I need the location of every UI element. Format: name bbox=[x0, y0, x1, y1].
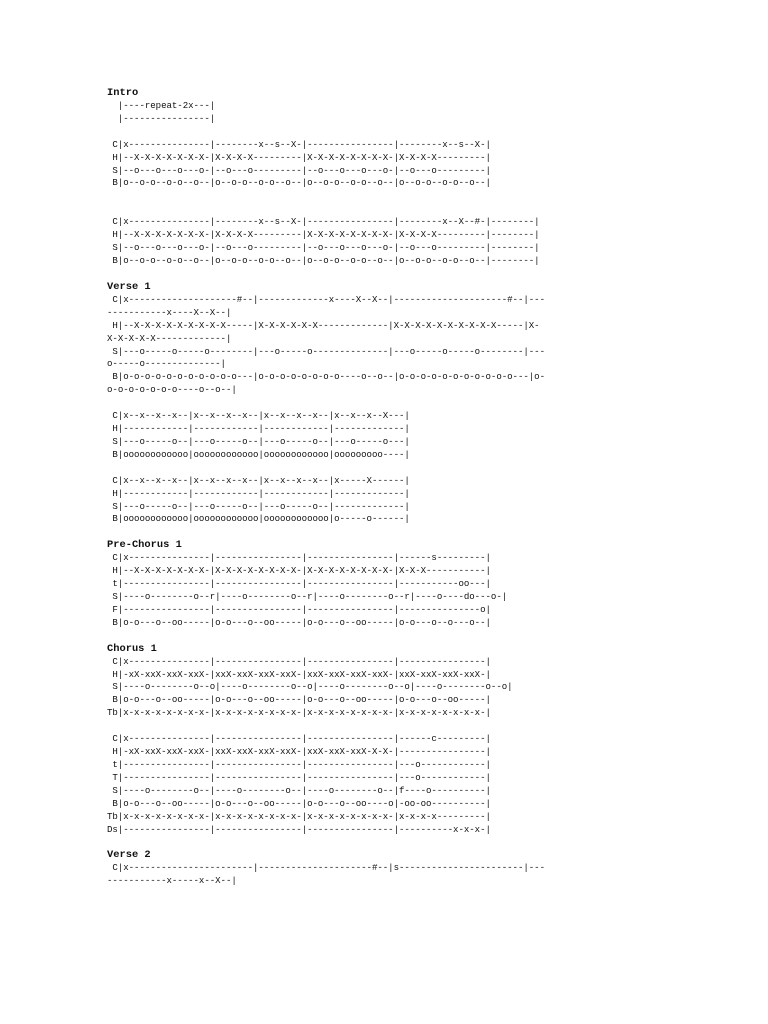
tab-line: C|x---------------|--------x--s--X-|----------------|--------x--X--#-|--------| bbox=[107, 216, 540, 228]
section-title: Verse 1 bbox=[107, 280, 151, 293]
tab-line: X-X-X-X-X-------------| bbox=[107, 332, 232, 344]
tab-line: H|--X-X-X-X-X-X-X-|X-X-X-X---------|X-X-X-X-X-X-X-X-|X-X-X-X---------|--------| bbox=[107, 229, 540, 241]
tab-line: H|-xX-xxX-xxX-xxX-|xxX-xxX-xxX-xxX-|xxX-xxX-xxX-xxX-|xxX-xxX-xxX-xxX-| bbox=[107, 668, 491, 680]
tab-block bbox=[107, 139, 707, 191]
section-verse-2 bbox=[107, 849, 707, 888]
tab-block bbox=[107, 656, 707, 721]
tab-document bbox=[107, 87, 707, 888]
tab-line: S|--o---o---o---o-|--o---o---------|--o---o---o---o-|--o---o---------|--------| bbox=[107, 242, 540, 254]
tab-block bbox=[107, 733, 707, 836]
section-chorus-1 bbox=[107, 643, 707, 837]
section-verse-1 bbox=[107, 281, 707, 526]
section-title: Intro bbox=[107, 87, 139, 99]
tab-block bbox=[107, 552, 707, 629]
tab-line: B|o-o---o--oo-----|o-o---o--oo-----|o-o---o--oo-----|o-o---o--o---o--| bbox=[107, 616, 491, 628]
section-intro bbox=[107, 87, 707, 268]
tab-line: B|o-o-o-o-o-o-o-o-o-o-o---|o-o-o-o-o-o-o-o----o--o--|o-o-o-o-o-o-o-o-o-o-o---|o- bbox=[107, 371, 545, 383]
tab-line: |----repeat-2x---| bbox=[107, 99, 216, 111]
tab-line: B|oooooooooooo|oooooooooooo|oooooooooooo|o-----o------| bbox=[107, 513, 410, 525]
tab-line: Ds|----------------|----------------|----------------|----------x-x-x-| bbox=[107, 823, 491, 835]
tab-line: C|x--x--x--x--|x--x--x--x--|x--x--x--x--|x--x--x--X---| bbox=[107, 410, 410, 422]
tab-line: o-----o--------------| bbox=[107, 358, 226, 370]
tab-line: S|---o-----o-----o--------|---o-----o--------------|---o-----o-----o--------|--- bbox=[107, 345, 545, 357]
tab-line: S|---o-----o--|---o-----o--|---o-----o--|---o-----o---| bbox=[107, 435, 410, 447]
tab-line: Tb|x-x-x-x-x-x-x-x-|x-x-x-x-x-x-x-x-|x-x-x-x-x-x-x-x-|x-x-x-x---------| bbox=[107, 810, 491, 822]
tab-line: H|--X-X-X-X-X-X-X-|X-X-X-X---------|X-X-X-X-X-X-X-X-|X-X-X-X---------| bbox=[107, 151, 491, 163]
tab-line: S|----o--------o--o|----o--------o--o|----o--------o--o|----o--------o--o| bbox=[107, 681, 513, 693]
tab-block bbox=[107, 294, 707, 397]
tab-line: C|x--------------------#--|-------------x----X--X--|---------------------#--|--- bbox=[107, 293, 545, 305]
section-title: Verse 2 bbox=[107, 849, 151, 862]
tab-line: S|----o--------o--|----o--------o--|----o--------o--|f----o----------| bbox=[107, 784, 491, 796]
tab-line: t|----------------|----------------|----------------|---o------------| bbox=[107, 758, 491, 770]
section-title: Pre-Chorus 1 bbox=[107, 539, 182, 552]
tab-line: S|--o---o---o---o-|--o---o---------|--o---o---o---o-|--o---o---------| bbox=[107, 164, 491, 176]
tab-line: S|----o--------o--r|----o--------o--r|----o--------o--r|----o----do---o-| bbox=[107, 591, 508, 602]
tab-line: C|x---------------|----------------|----------------|----------------| bbox=[107, 655, 491, 667]
tab-line: C|x---------------|----------------|----------------|------c---------| bbox=[107, 733, 491, 745]
tab-line: |----------------| bbox=[107, 112, 216, 124]
tab-line: B|oooooooooooo|oooooooooooo|oooooooooooo|ooooooooo----| bbox=[107, 448, 410, 460]
section-pre-chorus-1 bbox=[107, 539, 707, 629]
tab-block bbox=[107, 216, 707, 268]
tab-line: -----------x----X--X--| bbox=[107, 306, 232, 318]
tab-line: H|------------|------------|------------|-------------| bbox=[107, 487, 410, 499]
tab-line: F|----------------|----------------|----------------|---------------o| bbox=[107, 603, 491, 615]
tab-line: C|x---------------|--------x--s--X-|----------------|--------x--s--X-| bbox=[107, 138, 491, 150]
tab-line: B|o--o-o--o-o--o--|o--o-o--o-o--o--|o--o-o--o-o--o--|o--o-o--o-o--o--|--------| bbox=[107, 255, 540, 267]
tab-line: B|o-o---o--oo-----|o-o---o--oo-----|o-o---o--oo----o|-oo-oo----------| bbox=[107, 797, 491, 809]
tab-line: S|---o-----o--|---o-----o--|---o-----o--|-------------| bbox=[107, 500, 410, 512]
tab-line: H|------------|------------|------------|-------------| bbox=[107, 423, 410, 435]
tab-line: Tb|x-x-x-x-x-x-x-x-|x-x-x-x-x-x-x-x-|x-x-x-x-x-x-x-x-|x-x-x-x-x-x-x-x-| bbox=[107, 707, 491, 719]
tab-block bbox=[107, 410, 707, 462]
tab-line: H|-xX-xxX-xxX-xxX-|xxX-xxX-xxX-xxX-|xxX-xxX-xxX-X-X-|----------------| bbox=[107, 746, 491, 758]
tab-line: H|--X-X-X-X-X-X-X-|X-X-X-X-X-X-X-X-|X-X-X-X-X-X-X-X-|X-X-X-----------| bbox=[107, 565, 491, 577]
tab-line: T|----------------|----------------|----------------|---o------------| bbox=[107, 771, 491, 783]
tab-block bbox=[107, 862, 707, 888]
tab-line: t|----------------|----------------|----------------|-----------oo---| bbox=[107, 578, 491, 590]
tab-line: H|--X-X-X-X-X-X-X-X-X-----|X-X-X-X-X-X-------------|X-X-X-X-X-X-X-X-X-X-----|X- bbox=[107, 319, 540, 331]
tab-block bbox=[107, 475, 707, 527]
tab-line: o-o-o-o-o-o-o----o--o--| bbox=[107, 384, 237, 396]
tab-line: -----------x-----x--X--| bbox=[107, 875, 237, 887]
section-title: Chorus 1 bbox=[107, 642, 157, 655]
tab-line: B|o-o---o--oo-----|o-o---o--oo-----|o-o---o--oo-----|o-o---o--oo-----| bbox=[107, 694, 491, 706]
tab-line: B|o--o-o--o-o--o--|o--o-o--o-o--o--|o--o-o--o-o--o--|o--o-o--o-o--o--| bbox=[107, 177, 491, 189]
tab-line: C|x--x--x--x--|x--x--x--x--|x--x--x--x--|x-----X------| bbox=[107, 474, 410, 486]
tab-line: C|x-----------------------|---------------------#--|s-----------------------|--- bbox=[107, 862, 545, 874]
tab-block bbox=[107, 100, 707, 126]
tab-line: C|x---------------|----------------|----------------|------s---------| bbox=[107, 552, 491, 564]
